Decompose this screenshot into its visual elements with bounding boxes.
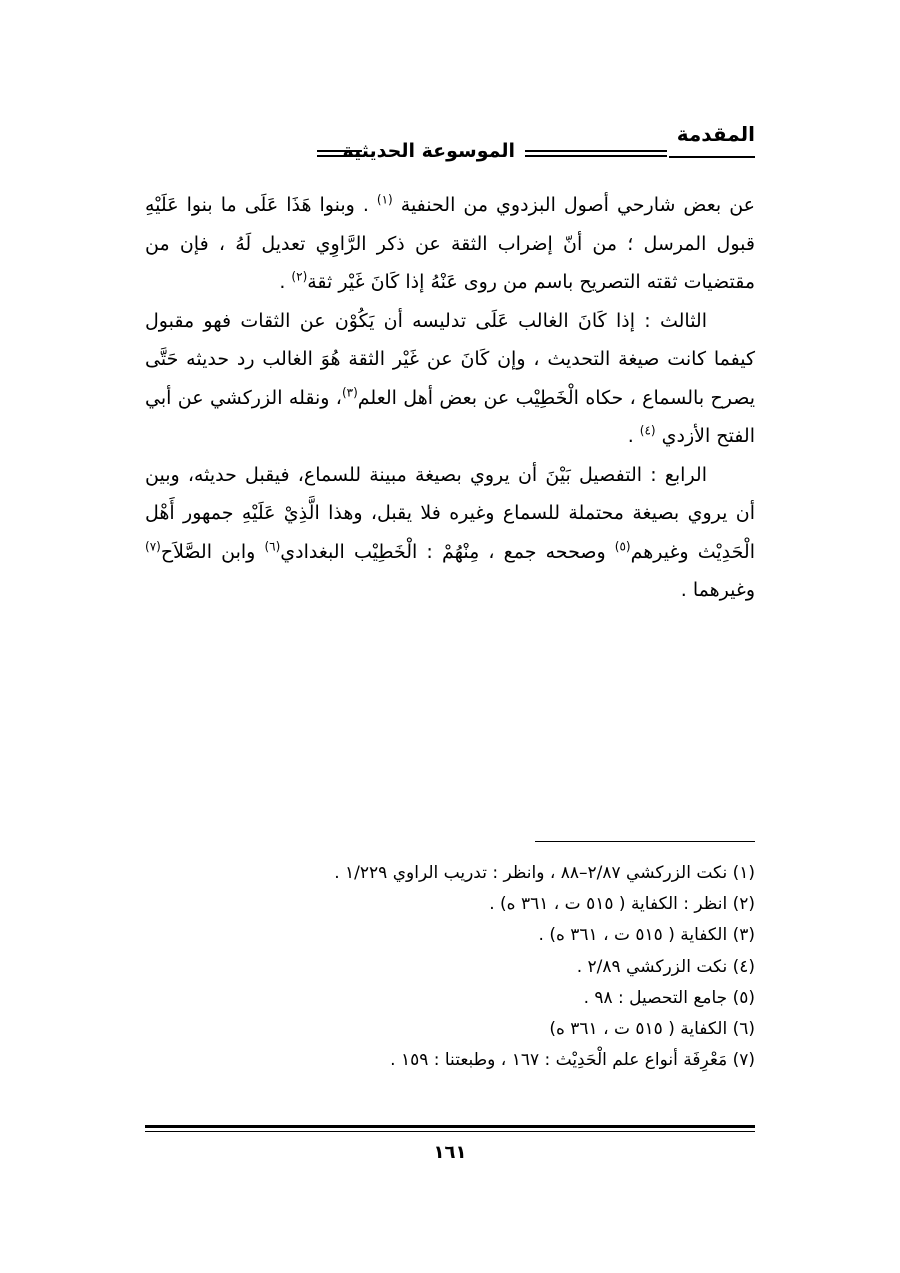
footnote-3: (٣) الكفاية ( ٥١٥ ت ، ٣٦١ ه) . [538,925,755,946]
paragraph-3-text: الرابع : التفصيل بَيْنَ أن يروي بصيغة مبينة للسماع، فيقبل حديثه، وبين أن يروي بصيغة محتملة للسماع وغيره فلا يقبل، وهذا الَّذِيْ عَلَيْهِ جمهور أَهْل الْحَدِيْث وغيرهم [145,463,755,563]
paragraph-2-text-b: ، ونقله الزركشي عن أبي الفتح الأزدي [145,386,755,447]
section-title: المقدمة [676,122,755,146]
footnotes [145,858,755,1076]
footnote-6: (٦) الكفاية ( ٥١٥ ت ، ٣٦١ ه) [549,1019,755,1040]
paragraph-3-end: وغيرهما . [680,579,755,601]
paragraph-2-text: الثالث : إذا كَانَ الغالب عَلَى تدليسه أن يَكُوْن عن الثقات فهو مقبول كيفما كانت صيغة التحديث ، وإن كَانَ عن غَيْر الثقة هُوَ الغالب رد حديثه حَتَّى يصرح بالسماع ، حكاه الْخَطِيْب عن بعض أهل العلم [145,309,755,409]
footnote-4: (٤) نكت الزركشي ٢/٨٩ . [576,956,755,977]
footnote-ref-2: (٢) [291,269,308,284]
footnote-5: (٥) جامع التحصيل : ٩٨ . [583,987,755,1008]
paragraph-1-end: . [279,271,292,293]
paragraph-3 [145,456,755,610]
page-header [145,120,755,174]
paragraph-1 [145,186,755,302]
section-title-underline [669,156,755,158]
header-rule-short [317,150,362,157]
main-text [145,186,755,610]
footnote-ref-1: (١) [376,192,393,207]
footnote-2: (٢) انظر : الكفاية ( ٥١٥ ت ، ٣٦١ ه) . [489,894,755,915]
footnote-ref-3: (٣) [341,385,358,400]
paragraph-1-text-b: . وبنوا هَذَا عَلَى ما بنوا عَلَيْهِ قبول المرسل ؛ من أنّ إضراب الثقة عن ذكر الرَّاوِي تعديل لَهُ ، فإن من مقتضيات ثقته التصريح باسم من روى عَنْهُ إذا كَانَ غَيْر ثقة [145,194,755,293]
paragraph-2-end: . [627,425,640,447]
paragraph-1-text: عن بعض شارحي أصول البزدوي من الحنفية [400,194,755,216]
footnote-1: (١) نكت الزركشي ٢/٨٧–٨٨ ، وانظر : تدريب الراوي ١/٢٢٩ . [334,863,755,883]
footnote-separator [535,841,755,842]
paragraph-3-text-b: وصححه جمع ، مِنْهُمْ : الْخَطِيْب البغدادي [280,540,615,563]
footnote-7: (٧) مَعْرِفَة أنواع علم الْحَدِيْث : ١٦٧ ، وطبعتنا : ١٥٩ . [390,1050,755,1071]
footnote-ref-7: (٧) [145,539,161,554]
footnote-ref-5: (٥) [614,539,631,554]
bottom-rule [145,1125,755,1132]
footnote-ref-4: (٤) [639,423,656,438]
paragraph-3-text-c: وابن الصَّلاَح [160,540,265,563]
footnote-ref-6: (٦) [264,539,281,554]
paragraph-2 [145,302,755,456]
header-rule-long [525,150,667,157]
book-title: الموسوعة الحديثية [342,140,515,162]
page-number: ١٦١ [433,1142,467,1163]
